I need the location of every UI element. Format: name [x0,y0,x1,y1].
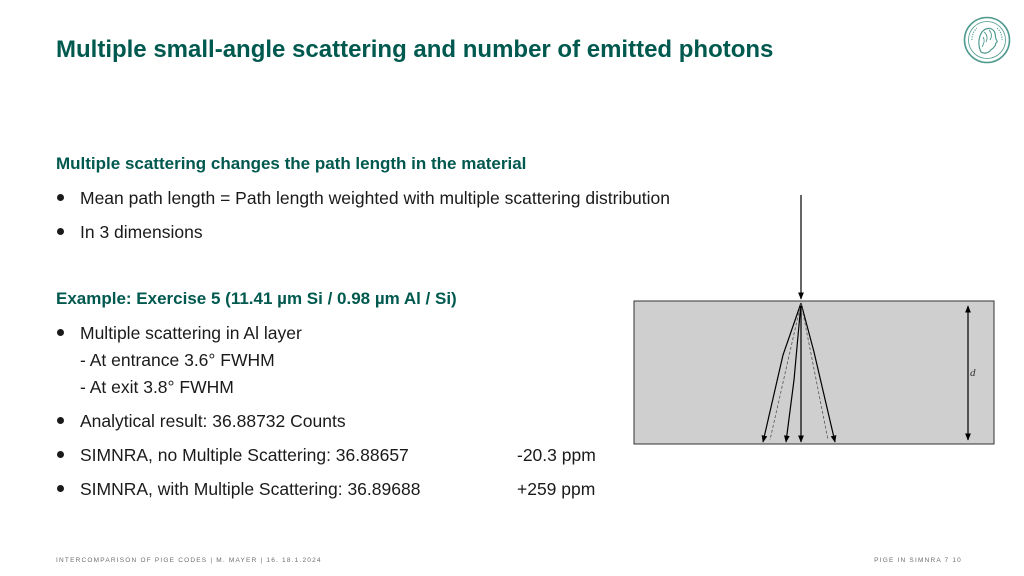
footer-right: PIGE IN SIMNRA 7 10 [874,557,962,564]
bullet-analytical-result: Analytical result: 36.88732 Counts [56,408,776,435]
section-heading-example: Example: Exercise 5 (11.41 µm Si / 0.98 µm Al / Si) [56,289,457,308]
simnra-no-ms-ppm: -20.3 ppm [517,445,596,465]
target-slab [634,301,994,444]
bullet-mean-path-length: Mean path length = Path length weighted with multiple scattering distribution [56,185,776,212]
section-heading-multiple-scattering: Multiple scattering changes the path length in the material [56,154,527,173]
slide-title: Multiple small-angle scattering and number of emitted photons [56,36,774,63]
bullet-simnra-with-ms [56,476,776,503]
bullet-ms-main: Multiple scattering in Al layer [80,323,302,343]
max-planck-logo-icon [963,16,1011,64]
simnra-with-ms-text: SIMNRA, with Multiple Scattering: 36.89688 [80,479,421,499]
scattering-diagram [620,185,1010,455]
bullet-ms-entrance: - At entrance 3.6° FWHM [80,350,275,370]
bullet-ms-exit: - At exit 3.8° FWHM [80,377,234,397]
bullet-3-dimensions: In 3 dimensions [56,219,776,246]
thickness-label: d [970,367,976,379]
simnra-with-ms-ppm: +259 ppm [517,479,596,499]
simnra-no-ms-text: SIMNRA, no Multiple Scattering: 36.88657 [80,445,409,465]
footer-left: INTERCOMPARISON OF PIGE CODES | M. MAYER | 16. 18.1.2024 [56,557,322,564]
